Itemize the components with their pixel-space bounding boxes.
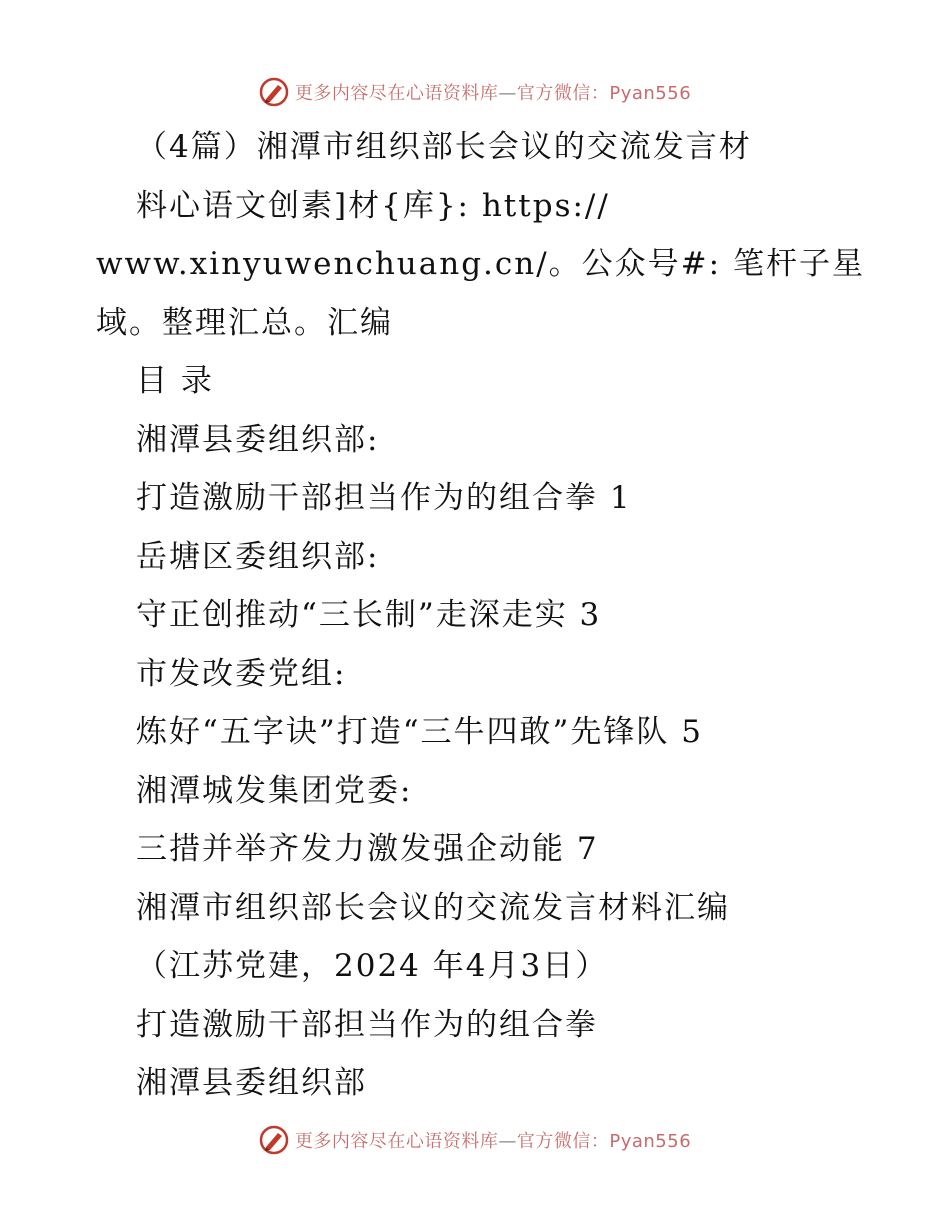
toc-entry: 守正创推动“三长制”走深走实 3 [136, 597, 602, 633]
header-watermark-banner [0, 72, 950, 112]
toc-unit: 市发改委党组: [136, 655, 347, 692]
article-author: 湘潭县委组织部 [136, 1065, 367, 1101]
toc-entry: 打造激励干部担当作为的组合拳 1 [136, 480, 632, 516]
document-title-line-1: （4篇）湘潭市组织部长会议的交流发言材 [136, 129, 752, 165]
toc-unit: 岳塘区委组织部: [136, 538, 380, 575]
document-title-line-2: 料心语文创素]材{库}: https:// [136, 187, 610, 224]
source-note: （江苏党建，2024 年4月3日） [136, 948, 609, 984]
document-title-line-3: www.xinyuwenchuang.cn/。公众号#: 笔杆子星 [96, 246, 865, 282]
document-body [96, 118, 865, 1113]
compilation-title: 湘潭市组织部长会议的交流发言材料汇编 [136, 889, 730, 926]
footer-watermark-banner [0, 1120, 950, 1160]
toc-unit: 湘潭城发集团党委: [136, 772, 413, 809]
toc-entry: 三措并举齐发力激发强企动能 7 [136, 831, 599, 867]
article-title: 打造激励干部担当作为的组合拳 [136, 1006, 598, 1043]
toc-entry: 炼好“五字诀”打造“三牛四敢”先锋队 5 [136, 714, 703, 750]
toc-heading: 目 录 [136, 363, 214, 399]
toc-unit: 湘潭县委组织部: [136, 421, 380, 458]
watermark-text: 更多内容尽在心语资料库—官方微信：Pyan556 [294, 1131, 692, 1152]
watermark-text: 更多内容尽在心语资料库—官方微信：Pyan556 [294, 83, 692, 104]
pen-logo-icon [259, 77, 289, 107]
pen-logo-icon [259, 1125, 289, 1155]
document-title-line-4: 域。整理汇总。汇编 [96, 304, 393, 341]
